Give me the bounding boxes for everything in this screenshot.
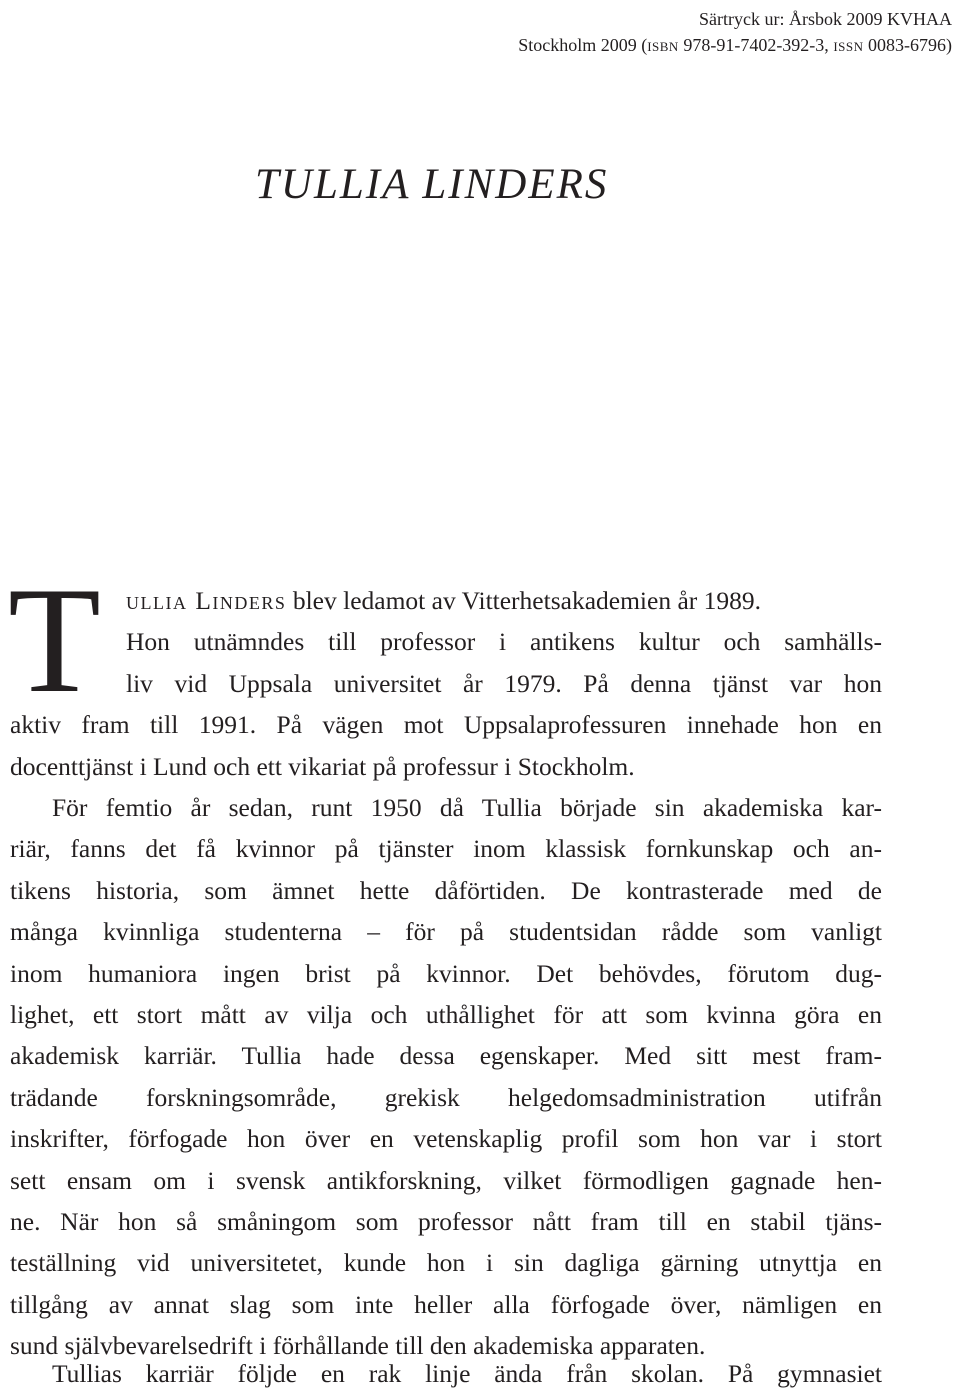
paragraph-2-line: inskrifter, förfogade hon över en vetenskaplig profil som hon var i stort bbox=[10, 1124, 882, 1154]
paragraph-1-line-4: aktiv fram till 1991. På vägen mot Uppsalaprofessuren innehade hon en bbox=[10, 710, 882, 740]
drop-cap: T bbox=[8, 556, 101, 724]
paragraph-2-line: trädande forskningsområde, grekisk helgedomsadministration utifrån bbox=[10, 1082, 882, 1112]
paragraph-2-line: För femtio år sedan, runt 1950 då Tullia började sin akademiska kar- bbox=[52, 793, 882, 822]
offprint-publication-info bbox=[518, 32, 952, 58]
paragraph-1-line-3: liv vid Uppsala universitet år 1979. På denna tjänst var hon bbox=[126, 668, 882, 698]
offprint-source: Särtryck ur: Årsbok 2009 KVHAA bbox=[699, 9, 952, 29]
paragraph-1 bbox=[10, 580, 882, 787]
paragraph-1-line-5: docenttjänst i Lund och ett vikariat på professur i Stockholm. bbox=[10, 751, 635, 781]
isbn-label: isbn bbox=[647, 35, 679, 55]
issn-number: 0083-6796) bbox=[863, 35, 952, 55]
paragraph-2-line: riär, fanns det få kvinnor på tjänster inom klassisk fornkunskap och an- bbox=[10, 834, 882, 864]
paragraph-1-line-1 bbox=[10, 580, 882, 621]
subject-name: ullia Linders bbox=[126, 586, 287, 615]
paragraph-1-line-2: Hon utnämndes till professor i antikens kultur och samhälls- bbox=[126, 627, 882, 657]
paragraph-2-line: ne. När hon så småningom som professor nått fram till en stabil tjäns- bbox=[10, 1206, 882, 1236]
paragraph-2-line: många kvinnliga studenterna – för på studentsidan rådde som vanligt bbox=[10, 917, 882, 947]
paragraph-2-line: sund självbevarelsedrift i förhållande till den akademiska apparaten. bbox=[10, 1331, 706, 1361]
paragraph-1-line-1-text: blev ledamot av Vitterhetsakademien år 1989. bbox=[286, 586, 762, 615]
offprint-header bbox=[518, 6, 952, 58]
paragraph-2-line: tikens historia, som ämnet hette dåförtiden. De kontrasterade med de bbox=[10, 875, 882, 905]
page-title: TULLIA LINDERS bbox=[255, 161, 609, 208]
paragraph-2-line: tillgång av annat slag som inte heller alla förfogade över, nämligen en bbox=[10, 1289, 882, 1319]
paragraph-2-line: inom humaniora ingen brist på kvinnor. Det behövdes, förutom dug- bbox=[10, 958, 882, 988]
paragraph-3-line: Tullias karriär följde en rak linje ända från skolan. På gymnasiet bbox=[52, 1359, 882, 1388]
paragraph-2-line: lighet, ett stort mått av vilja och uthållighet för att som kvinna göra en bbox=[10, 999, 882, 1029]
issn-label: issn bbox=[833, 35, 864, 55]
paragraph-2 bbox=[10, 787, 882, 1366]
paragraph-2-line: teställning vid universitetet, kunde hon i sin dagliga gärning utnyttja en bbox=[10, 1248, 882, 1278]
paragraph-3 bbox=[10, 1353, 882, 1394]
publication-place-year: Stockholm 2009 ( bbox=[518, 35, 648, 55]
paragraph-2-line: akademisk karriär. Tullia hade dessa egenskaper. Med sitt mest fram- bbox=[10, 1041, 882, 1071]
isbn-number: 978-91-7402-392-3, bbox=[678, 35, 834, 55]
paragraph-2-line: sett ensam om i svensk antikforskning, vilket förmodligen gagnade hen- bbox=[10, 1165, 882, 1195]
